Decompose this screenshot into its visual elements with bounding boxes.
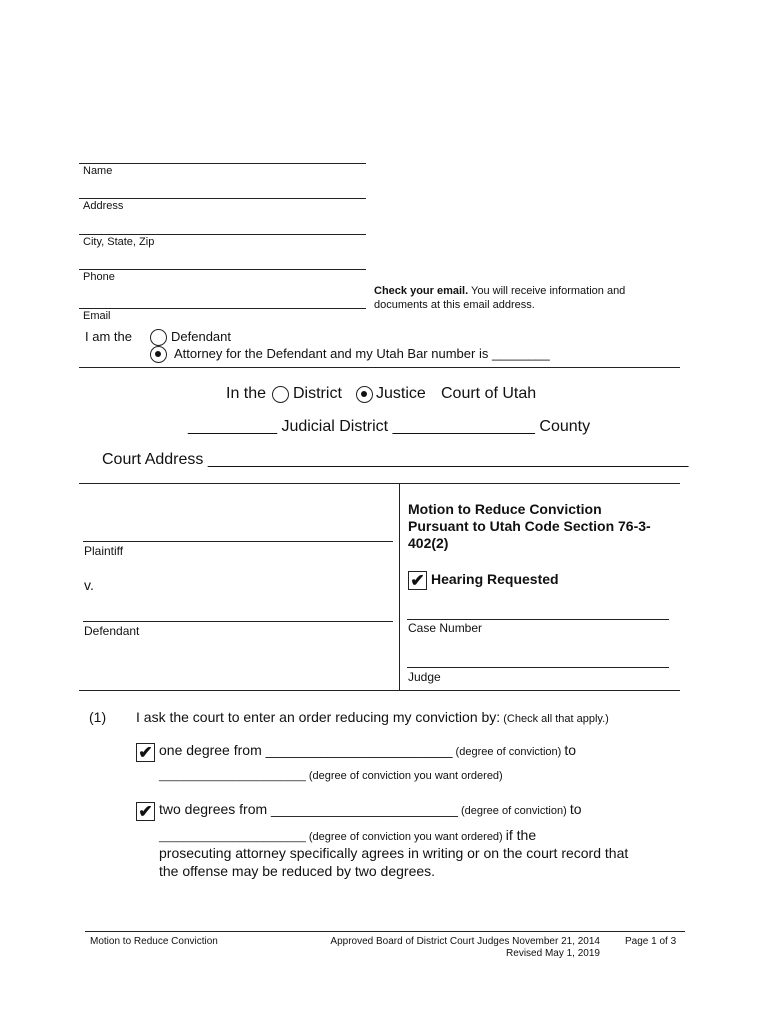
one-degree-from: one degree from ________________________	[159, 742, 453, 758]
footer-center	[300, 936, 600, 960]
caption-top-line	[79, 483, 680, 484]
footer-page-number: Page 1 of 3	[625, 936, 677, 947]
name-line[interactable]	[79, 163, 366, 164]
two-degrees-if-the: if the	[505, 827, 537, 843]
versus-label: v.	[84, 577, 94, 593]
two-degrees-line-4: the offense may be reduced by two degrees.	[159, 863, 436, 879]
two-degrees-from: two degrees from ________________________	[159, 801, 458, 817]
footer-divider	[85, 931, 685, 932]
caption-divider	[399, 483, 400, 690]
one-degree-line-1	[159, 742, 576, 760]
court-address-line[interactable]: Court Address ______________________________________________________	[102, 451, 689, 468]
in-the-label: In the	[226, 385, 267, 402]
footer-left: Motion to Reduce Conviction	[90, 936, 218, 947]
court-of-utah-label: Court of Utah	[441, 385, 537, 402]
motion-title-line-1: Motion to Reduce Conviction	[408, 501, 602, 517]
one-degree-to: to	[564, 742, 577, 758]
i-am-label: I am the	[85, 329, 132, 344]
city-state-zip-line[interactable]	[79, 234, 366, 235]
phone-line[interactable]	[79, 269, 366, 270]
item-1-main: I ask the court to enter an order reducing my conviction by:	[136, 709, 501, 725]
caption-bottom-line	[79, 690, 680, 691]
email-note	[374, 284, 625, 312]
judge-label: Judge	[408, 670, 441, 684]
judicial-district-label: Judicial District	[281, 418, 389, 435]
plaintiff-line[interactable]	[83, 541, 393, 542]
judicial-blank-1: __________	[188, 418, 277, 435]
item-1-note: (Check all that apply.)	[500, 713, 609, 725]
justice-radio[interactable]	[356, 386, 373, 403]
one-degree-line-2[interactable]: ________________________ (degree of conviction you want ordered)	[159, 770, 503, 782]
one-degree-degree-note: (degree of conviction)	[452, 746, 565, 758]
address-line[interactable]	[79, 198, 366, 199]
justice-label: Justice	[376, 385, 426, 402]
footer-approved: Approved Board of District Court Judges November 21, 2014	[330, 936, 600, 947]
email-note-line1: You will receive information and	[468, 285, 626, 297]
two-degrees-line-3: prosecuting attorney specifically agrees in writing or on the court record that	[159, 845, 629, 861]
case-number-label: Case Number	[408, 621, 483, 635]
motion-title-line-2: Pursuant to Utah Code Section 76-3-	[408, 518, 651, 534]
district-radio[interactable]	[272, 386, 289, 403]
two-degrees-checkbox[interactable]: ✔	[136, 802, 155, 821]
city-state-zip-label: City, State, Zip	[83, 236, 155, 248]
item-1-text	[136, 709, 609, 727]
item-1-number: (1)	[89, 709, 107, 725]
two-degrees-line-1	[159, 801, 582, 819]
defendant-radio[interactable]	[150, 329, 167, 346]
case-number-line[interactable]	[407, 619, 669, 620]
defendant-label: Defendant	[84, 624, 140, 638]
hearing-requested-checkbox[interactable]: ✔	[408, 571, 427, 590]
email-note-bold: Check your email.	[374, 285, 469, 297]
judge-line[interactable]	[407, 667, 669, 668]
judicial-blank-2: ________________	[392, 418, 535, 435]
judicial-district-line[interactable]	[188, 418, 590, 436]
hearing-requested-label: Hearing Requested	[431, 571, 559, 587]
attorney-radio[interactable]	[150, 346, 167, 363]
motion-title-line-3: 402(2)	[408, 535, 449, 551]
name-label: Name	[83, 165, 113, 177]
two-degrees-ordered-note: ________________________ (degree of conviction you want ordered)	[159, 831, 506, 843]
plaintiff-label: Plaintiff	[84, 544, 124, 558]
email-note-line2: documents at this email address.	[374, 299, 535, 311]
email-line[interactable]	[79, 308, 366, 309]
phone-label: Phone	[83, 271, 115, 283]
footer-revised: Revised May 1, 2019	[506, 948, 600, 959]
two-degrees-line-2	[159, 827, 536, 845]
header-divider	[79, 367, 680, 368]
two-degrees-to: to	[569, 801, 582, 817]
defendant-option-label: Defendant	[171, 329, 231, 344]
county-label: County	[539, 418, 591, 435]
attorney-option-label: Attorney for the Defendant and my Utah Bar number is ________	[174, 346, 550, 361]
defendant-line[interactable]	[83, 621, 393, 622]
motion-title	[408, 501, 651, 552]
address-label: Address	[83, 200, 124, 212]
email-label: Email	[83, 310, 111, 322]
one-degree-checkbox[interactable]: ✔	[136, 743, 155, 762]
two-degrees-degree-note: (degree of conviction)	[457, 805, 570, 817]
district-label: District	[293, 385, 342, 402]
